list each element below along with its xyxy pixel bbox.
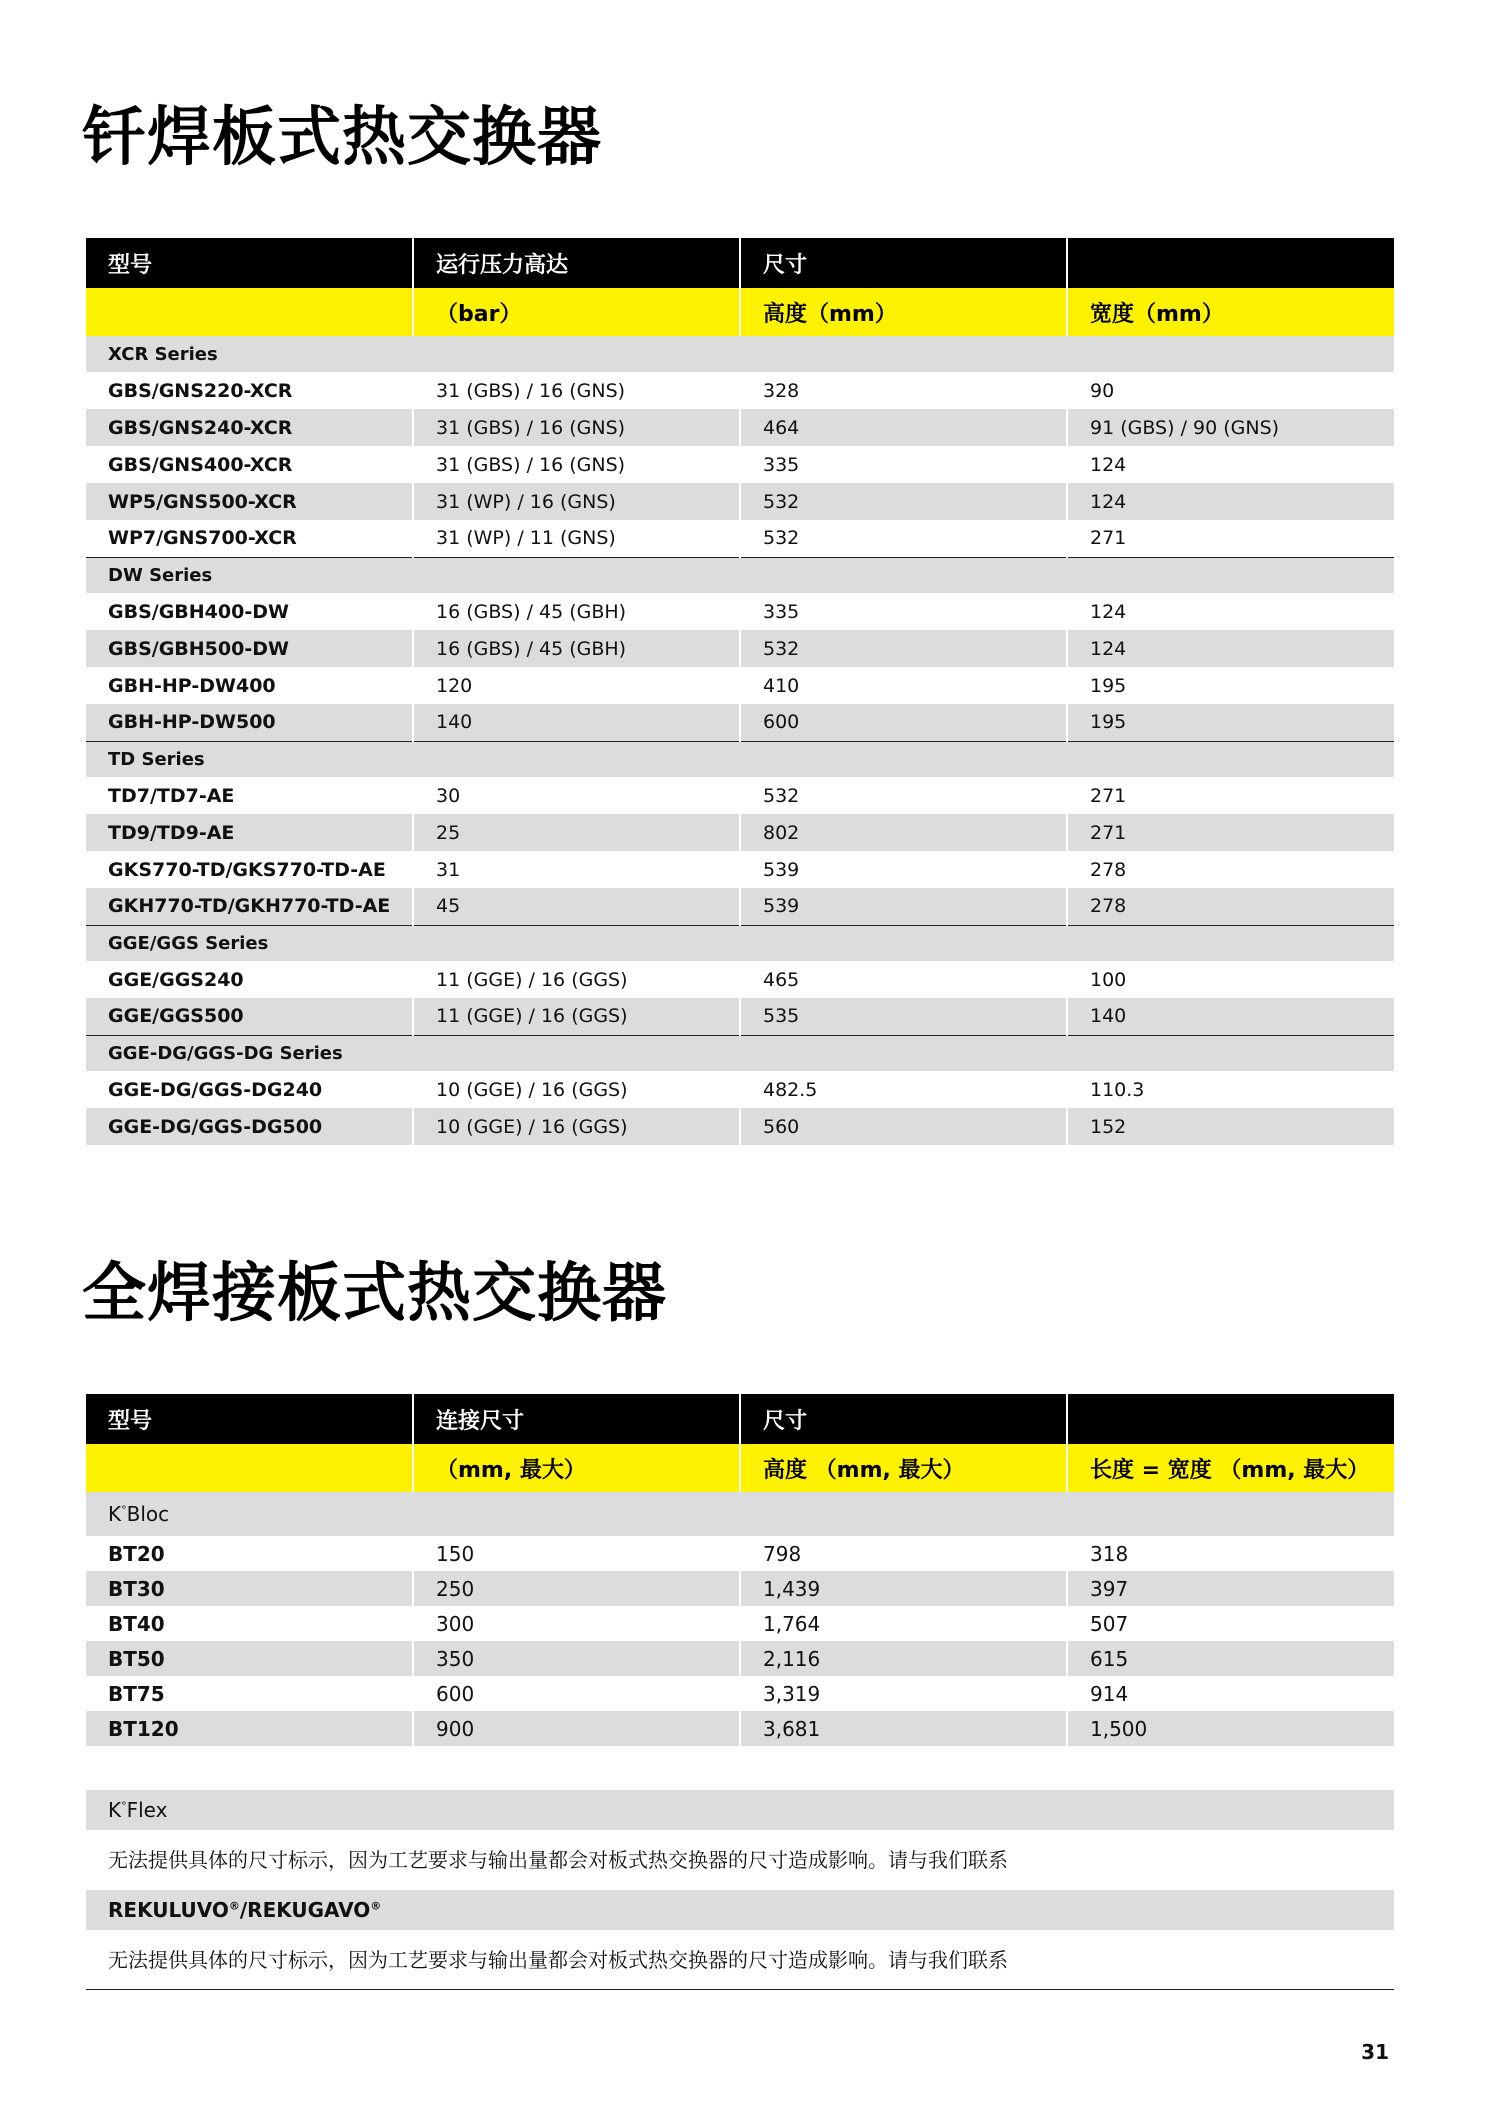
table-cell: BT30: [86, 1571, 413, 1606]
header-row-sub: [86, 288, 1394, 336]
table-cell: 1,764: [740, 1606, 1067, 1641]
table-cell: 278: [1067, 851, 1394, 888]
table-cell: 532: [740, 630, 1067, 667]
column-subheader: 高度（mm）: [740, 288, 1067, 336]
kbloc-name-k: K: [108, 1502, 122, 1526]
rekugavo-reg-mark: ®: [370, 1899, 382, 1913]
rekuluvo-reg-mark: ®: [228, 1899, 240, 1913]
table-cell: 250: [413, 1571, 740, 1606]
table-cell: 110.3: [1067, 1071, 1394, 1108]
table-cell: 25: [413, 814, 740, 851]
kflex-section: [86, 1790, 1394, 1990]
table-row: [86, 372, 1394, 409]
table-cell: 124: [1067, 483, 1394, 520]
series-group-row: [86, 1035, 1394, 1071]
table-cell: 30: [413, 777, 740, 814]
table-cell: 100: [1067, 961, 1394, 998]
table-cell: 90: [1067, 372, 1394, 409]
table-cell: 278: [1067, 888, 1394, 925]
column-subheader: 宽度（mm）: [1067, 288, 1394, 336]
table-cell: BT50: [86, 1641, 413, 1676]
table-row: [86, 1571, 1394, 1606]
table-cell: 335: [740, 446, 1067, 483]
table-row: [86, 1711, 1394, 1746]
table-cell: GBS/GBH400-DW: [108, 600, 289, 623]
table-cell: WP5/GNS500-XCR: [86, 483, 413, 520]
table-cell: GBH-HP-DW400: [108, 674, 276, 697]
table-cell: 31 (WP) / 11 (GNS): [413, 520, 740, 557]
table-cell: 335: [740, 593, 1067, 630]
table-cell: GKS770-TD/GKS770-TD-AE: [108, 858, 386, 881]
table-cell: 539: [740, 851, 1067, 888]
table-cell: 798: [740, 1536, 1067, 1571]
column-subheader: （bar）: [413, 288, 740, 336]
kbloc-name: [86, 1492, 1394, 1536]
table-cell: 124: [1067, 593, 1394, 630]
table-cell: GBS/GNS220-XCR: [108, 379, 293, 402]
page-title-welded: 全焊接板式热交换器: [82, 1257, 667, 1331]
table-cell: BT40: [108, 1611, 165, 1636]
column-header: 连接尺寸: [413, 1394, 740, 1444]
table-cell: BT20: [108, 1541, 165, 1566]
rekugavo-name: /REKUGAVO: [239, 1898, 371, 1922]
table-row: [86, 630, 1394, 667]
table-cell: 600: [413, 1676, 740, 1711]
table-cell: 16 (GBS) / 45 (GBH): [413, 593, 740, 630]
table-cell: 91 (GBS) / 90 (GNS): [1067, 409, 1394, 446]
table-cell: 318: [1067, 1536, 1394, 1571]
table-cell: GGE-DG/GGS-DG240: [108, 1078, 323, 1101]
table-cell: 1,500: [1067, 1711, 1394, 1746]
column-header: 型号: [86, 1394, 413, 1444]
table-cell: 120: [413, 667, 740, 704]
column-header: 尺寸: [740, 1394, 1067, 1444]
kbloc-group-row: [86, 1492, 1394, 1536]
series-group-row: [86, 557, 1394, 593]
table-row: [86, 1536, 1394, 1571]
table-cell: 10 (GGE) / 16 (GGS): [413, 1071, 740, 1108]
table-cell: 45: [413, 888, 740, 925]
table-cell: 482.5: [740, 1071, 1067, 1108]
table-cell: 535: [740, 998, 1067, 1035]
table-cell: 900: [413, 1711, 740, 1746]
column-header: 尺寸: [740, 238, 1067, 288]
column-subheader: （mm, 最大）: [413, 1444, 740, 1492]
table-row: [86, 998, 1394, 1035]
table-row: [86, 1071, 1394, 1108]
column-subheader: 高度 （mm, 最大）: [740, 1444, 1067, 1492]
table-cell: 31 (WP) / 16 (GNS): [413, 483, 740, 520]
table-row: [86, 1676, 1394, 1711]
table-cell: 31 (GBS) / 16 (GNS): [413, 409, 740, 446]
table-cell: 560: [740, 1108, 1067, 1145]
table-cell: 271: [1067, 520, 1394, 557]
series-name: DW Series: [86, 557, 1394, 593]
kflex-name-suffix: Flex: [126, 1798, 168, 1822]
table-row: [86, 777, 1394, 814]
table-cell: GGE/GGS500: [86, 998, 413, 1035]
table-cell: GKH770-TD/GKH770-TD-AE: [86, 888, 413, 925]
table-row: [86, 446, 1394, 483]
table-cell: 410: [740, 667, 1067, 704]
table-cell: TD7/TD7-AE: [108, 784, 235, 807]
series-name: TD Series: [86, 741, 1394, 777]
table-cell: 465: [740, 961, 1067, 998]
table-cell: 152: [1067, 1108, 1394, 1145]
table-cell: 271: [1067, 777, 1394, 814]
table-cell: 507: [1067, 1606, 1394, 1641]
table-cell: 31 (GBS) / 16 (GNS): [413, 372, 740, 409]
table-cell: 195: [1067, 667, 1394, 704]
table-cell: 464: [740, 409, 1067, 446]
table-row: [86, 704, 1394, 741]
table-cell: 397: [1067, 1571, 1394, 1606]
table-cell: 1,439: [740, 1571, 1067, 1606]
table-cell: 16 (GBS) / 45 (GBH): [413, 630, 740, 667]
table-cell: GGE-DG/GGS-DG500: [86, 1108, 413, 1145]
table-row: [86, 851, 1394, 888]
column-header: [1067, 238, 1394, 288]
table-cell: 3,319: [740, 1676, 1067, 1711]
welded-spec-table: [86, 1394, 1394, 1746]
series-group-row: [86, 741, 1394, 777]
table-cell: 539: [740, 888, 1067, 925]
table-cell: 271: [1067, 814, 1394, 851]
table-cell: 532: [740, 483, 1067, 520]
kflex-name-k: K: [108, 1798, 122, 1822]
rekuluvo-name: REKULUVO: [108, 1898, 229, 1922]
table-cell: 600: [740, 704, 1067, 741]
table-cell: 140: [1067, 998, 1394, 1035]
table-row: [86, 814, 1394, 851]
column-header: 运行压力高达: [413, 238, 740, 288]
header-row-sub: [86, 1444, 1394, 1492]
table-row: [86, 593, 1394, 630]
column-header: 型号: [86, 238, 413, 288]
column-subheader: [86, 1444, 413, 1492]
table-cell: 615: [1067, 1641, 1394, 1676]
table-cell: 3,681: [740, 1711, 1067, 1746]
table-cell: 31: [413, 851, 740, 888]
table-row: [86, 1108, 1394, 1145]
table-cell: 150: [413, 1536, 740, 1571]
table-row: [86, 1606, 1394, 1641]
kflex-heading: [86, 1790, 1394, 1830]
kbloc-name-suffix: Bloc: [126, 1502, 170, 1526]
table-row: [86, 888, 1394, 925]
table-cell: 140: [413, 704, 740, 741]
table-cell: WP7/GNS700-XCR: [86, 520, 413, 557]
kflex-name-sup: °: [121, 1799, 127, 1813]
table-cell: BT75: [108, 1681, 165, 1706]
table-row: [86, 667, 1394, 704]
series-group-row: [86, 336, 1394, 372]
series-group-row: [86, 925, 1394, 961]
series-name: XCR Series: [86, 336, 1394, 372]
table-cell: GBH-HP-DW500: [86, 704, 413, 741]
table-cell: 328: [740, 372, 1067, 409]
table-cell: 914: [1067, 1676, 1394, 1711]
column-subheader: 长度 = 宽度 （mm, 最大）: [1067, 1444, 1394, 1492]
table-cell: 11 (GGE) / 16 (GGS): [413, 961, 740, 998]
table-cell: GBS/GBH500-DW: [86, 630, 413, 667]
table-cell: 802: [740, 814, 1067, 851]
kbloc-name-sup: °: [121, 1503, 127, 1517]
table-cell: 124: [1067, 630, 1394, 667]
table-row: [86, 483, 1394, 520]
table-cell: GGE/GGS240: [108, 968, 244, 991]
table-cell: 532: [740, 777, 1067, 814]
page-number: 31: [1361, 2040, 1389, 2064]
brazed-spec-table: [86, 238, 1394, 1145]
rekuluvo-note: 无法提供具体的尺寸标示，因为工艺要求与输出量都会对板式热交换器的尺寸造成影响。请与我们联系: [86, 1930, 1394, 1990]
table-cell: 124: [1067, 446, 1394, 483]
table-cell: 532: [740, 520, 1067, 557]
rekuluvo-heading: [86, 1890, 1394, 1930]
table-cell: 2,116: [740, 1641, 1067, 1676]
kflex-note: 无法提供具体的尺寸标示，因为工艺要求与输出量都会对板式热交换器的尺寸造成影响。请与我们联系: [108, 1848, 1008, 1872]
column-header: [1067, 1394, 1394, 1444]
table-cell: 195: [1067, 704, 1394, 741]
table-row: [86, 409, 1394, 446]
column-subheader: [86, 288, 413, 336]
table-cell: GBS/GNS240-XCR: [86, 409, 413, 446]
table-cell: TD9/TD9-AE: [86, 814, 413, 851]
table-cell: 31 (GBS) / 16 (GNS): [413, 446, 740, 483]
series-name: GGE/GGS Series: [86, 925, 1394, 961]
table-cell: 300: [413, 1606, 740, 1641]
table-cell: 350: [413, 1641, 740, 1676]
series-name: GGE-DG/GGS-DG Series: [86, 1035, 1394, 1071]
table-cell: 10 (GGE) / 16 (GGS): [413, 1108, 740, 1145]
table-row: [86, 1641, 1394, 1676]
table-row: [86, 520, 1394, 557]
table-cell: BT120: [86, 1711, 413, 1746]
page-title-brazed: 钎焊板式热交换器: [82, 101, 602, 175]
header-row-top: [86, 1394, 1394, 1444]
header-row-top: [86, 238, 1394, 288]
table-cell: 11 (GGE) / 16 (GGS): [413, 998, 740, 1035]
table-cell: GBS/GNS400-XCR: [108, 453, 293, 476]
table-row: [86, 961, 1394, 998]
